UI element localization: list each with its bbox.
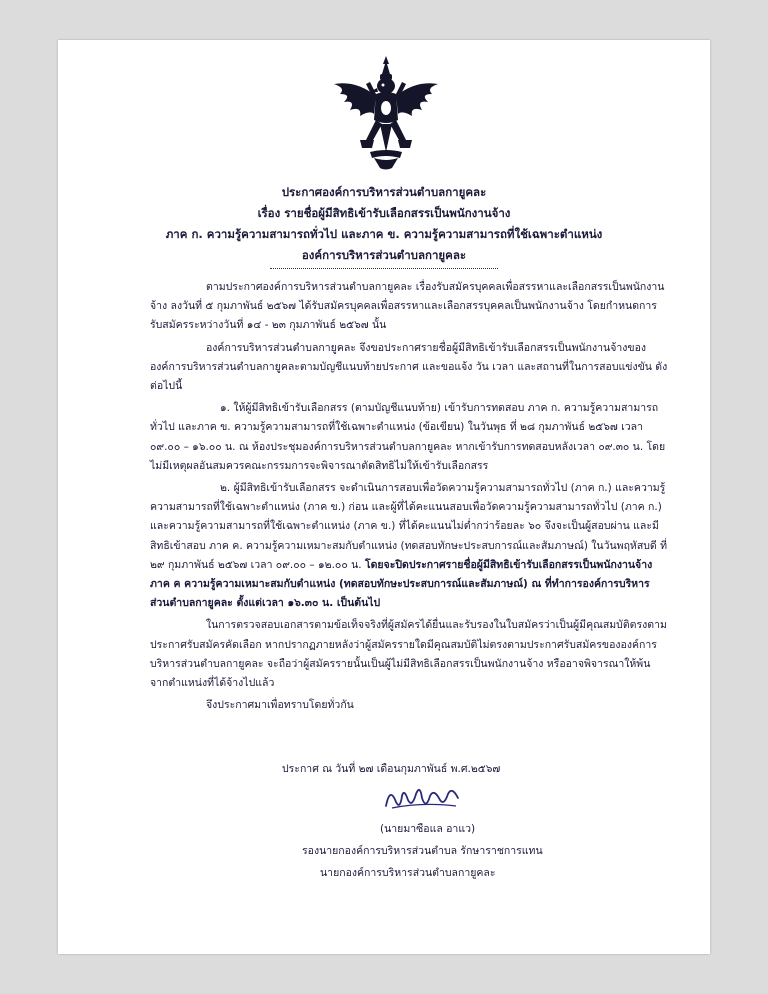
paragraph-4-text: ๒. ผู้มีสิทธิเข้ารับเลือกสรร จะดำเนินการสอบเพื่อวัดความรู้ความสามารถทั่วไป (ภาค ก.) และความรู้ความสามารถที่ใช้เฉพาะตำแหน่ง (ภาค ข.) ก่อน และผู้ที่ได้คะแนนสอบเพื่อวัดความรู้ความสามารถทั่วไป (ภาค ก.) และความรู้ความสามารถที่ใช้เฉพาะตำแหน่ง (ภาค ข.) ที่ได้คะแนนไม่ต่ำกว่าร้อยละ ๖๐ จึงจะเป็นผู้สอบผ่าน และมีสิทธิเข้าสอบ ภาค ค. ความรู้ความเหมาะสมกับตำแหน่ง (ทดสอบทักษะประสบการณ์และสัมภาษณ์) ในวันพฤหัสบดี ที่ ๒๙ กุมภาพันธ์ ๒๕๖๗ เวลา ๐๙.๐๐ – ๑๒.๐๐ น.: [150, 482, 668, 571]
announcement-body: [150, 278, 668, 715]
dotted-separator: [270, 268, 498, 269]
signer-title-1: รองนายกองค์การบริหารส่วนตำบล รักษาราชการแทน: [302, 845, 543, 857]
paragraph-3: ๑. ให้ผู้มีสิทธิเข้ารับเลือกสรร (ตามบัญชีแนบท้าย) เข้ารับการทดสอบ ภาค ก. ความรู้ความสามารถทั่วไป และภาค ข. ความรู้ความสามารถที่ใช้เฉพาะตำแหน่ง (ข้อเขียน) ในวันพุธ ที่ ๒๘ กุมภาพันธ์ ๒๕๖๗ เวลา ๐๙.๐๐ – ๑๖.๐๐ น. ณ ห้องประชุมองค์การบริหารส่วนตำบลกายูคละ หากเข้ารับการทดสอบหลังเวลา ๐๙.๓๐ น. โดยไม่มีเหตุผลอันสมควรคณะกรรมการจะพิจารณาตัดสิทธิไม่ให้เข้ารับเลือกสรร: [150, 402, 666, 472]
header-line-4: องค์การบริหารส่วนตำบลกายูคละ: [301, 248, 467, 262]
signer-name: (นายมาซือแล อาแว): [380, 823, 476, 835]
header-line-1: ประกาศองค์การบริหารส่วนตำบลกายูคละ: [281, 185, 487, 199]
paragraph-4-bold: โดยจะปิดประกาศรายชื่อผู้มีสิทธิเข้ารับเลือกสรรเป็นพนักงานจ้าง ภาค ค ความรู้ความเหมาะสมกับตำแหน่ง (ทดสอบทักษะประสบการณ์และสัมภาษณ์) ณ ที่ทำการองค์การบริหารส่วนตำบลกายูคละ ตั้งแต่เวลา ๑๖.๓๐ น. เป็นต้นไป: [150, 558, 653, 610]
header-line-3: ภาค ก. ความรู้ความสามารถทั่วไป และภาค ข. ความรู้ความสามารถที่ใช้เฉพาะตำแหน่ง: [165, 227, 603, 241]
signer-title-2: นายกองค์การบริหารส่วนตำบลกายูคละ: [320, 867, 496, 879]
paragraph-6: จึงประกาศมาเพื่อทราบโดยทั่วกัน: [206, 699, 354, 712]
garuda-emblem-icon: [326, 54, 446, 174]
announcement-header: [58, 182, 710, 266]
handwritten-signature-icon: [382, 780, 464, 814]
announcement-date: ประกาศ ณ วันที่ ๒๗ เดือนกุมภาพันธ์ พ.ศ.๒๕๖๗: [282, 763, 501, 775]
paragraph-1: ตามประกาศองค์การบริหารส่วนตำบลกายูคละ เรื่องรับสมัครบุคคลเพื่อสรรหาและเลือกสรรเป็นพนักงานจ้าง ลงวันที่ ๕ กุมภาพันธ์ ๒๕๖๗ ได้รับสมัครบุคคลเพื่อสรรหาและเลือกสรรบุคคลเป็นพนักงานจ้าง โดยกำหนดการรับสมัครระหว่างวันที่ ๑๔ - ๒๓ กุมภาพันธ์ ๒๕๖๗ นั้น: [150, 281, 665, 332]
document-page: [58, 40, 710, 954]
paragraph-2: องค์การบริหารส่วนตำบลกายูคละ จึงขอประกาศรายชื่อผู้มีสิทธิเข้ารับเลือกสรรเป็นพนักงานจ้างขององค์การบริหารส่วนตำบลกายูคละตามบัญชีแนบท้ายประกาศ และขอแจ้ง วัน เวลา และสถานที่ในการสอบแข่งขัน ดังต่อไปนี้: [150, 341, 668, 393]
header-subject: เรื่อง รายชื่อผู้มีสิทธิเข้ารับเลือกสรรเป็นพนักงานจ้าง: [257, 206, 511, 220]
paragraph-5: ในการตรวจสอบเอกสารตามข้อเท็จจริงที่ผู้สมัครได้ยื่นและรับรองในใบสมัครว่าเป็นผู้มีคุณสมบัติตรงตามประกาศรับสมัครคัดเลือก หากปรากฏภายหลังว่าผู้สมัครรายใดมีคุณสมบัติไม่ตรงตามประกาศรับสมัครขององค์การบริหารส่วนตำบลกายูคละ จะถือว่าผู้สมัครรายนั้นเป็นผู้ไม่มีสิทธิเลือกสรรเป็นพนักงานจ้าง หรืออาจพิจารณาให้พ้นจากตำแหน่งที่ได้จ้างไปแล้ว: [150, 619, 667, 690]
paragraph-4: [150, 479, 668, 613]
